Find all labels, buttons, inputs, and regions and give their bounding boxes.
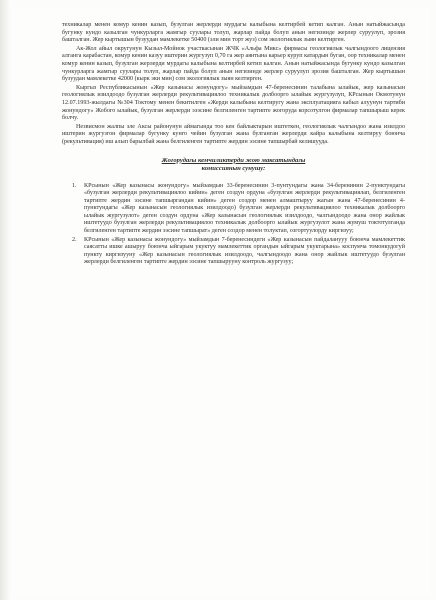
list-item-text: КРсынын «Жер казынасы жонундогу» мыйзамдын 33-беренесинин 3-пунтундагы жана 34-беренинин 2-пунктундагы «бузулган жерлерди рекультивациялоо кийин» деген создун ордуна «бузулган жерлерди рекультивациялап, белгиленген тартипте жердин ээсине тапшыргандан кийин» деген создор менен алмаштыруу жагын жана 47-беренесинин 4-пунктундагы «Жер казынасын геологиялык изилдоодо) бузулган жерлерди рекультивациялоо техникалык долбоорго ылайык жургузулот» деген создун ордуна «Жер казынасын геологиялык изилдоодо, чалгындоодо жана онор жайлык иштетуудо бузулган жерлерди рекультивациялоо техникалык долбоорго ылайык жургузулот жана жумуш токтотулганда белгиленген тартипте жердин ээсине тапшырат» деген создор менен толуктап, озгортуулорду киргизуу; — [84, 182, 405, 235]
paragraph-3: Кыргыз Республикасынын «Жер казынасы жонундогу» мыйзамдын 47-беренесинин талабына ылайык, жер казынасын геологиялык изилдоодо бузулган жерлерди рекультивациялоо техникалык долбоорго ылайык жургузулуп, КРсынын Окмотунун 12.07.1993-жылдагы №304 Токтому менен бекитилген «Жерди калыбына келтиругу жана эксплуатацияга кабыл алуунун тартиби жонундогу» Жобого ылайык, бузулган жерлерди эээсине белгиленген тартипте жогоруда корсотулгон фирмалар тапшырыш керек болчу. — [62, 84, 405, 122]
section-heading: Жогорудагы кемчиликтерди жою максатындагы — [161, 156, 306, 164]
document-body — [62, 22, 405, 268]
list-item-number: 1. — [72, 182, 77, 189]
list-item — [72, 236, 405, 267]
paragraph-1: техникалар менен комур кенин казып, бузулган жерлерди мурдагы калыбына келтирбей кетип калган. Анын натыйжасында бугунку кундо казылган чункурларга жамгыр суулары толуп, жарлар пайда болуп анын негизинде жерлер суруулуп, эрозия башталган. Жер кыртышын бузуудан мамлекетке 50400 (эли мин торт жуз) сом экологиялык зыян келтирген. — [62, 22, 405, 44]
list-item-text: КРсынын «Жер казынасы жонундогу» мыйзамдын 7-беренесиндеги «Жер казынасын пайдаланууу боюнча мамлекеттик саясатты ишке ашыруу боюнча ыйгарым укуктуу мамлекеттик органдын ыйгарым укуктарына» коспумча томонкудогуй пункту киргизууну «Жер казынасын геологиялык изилдоодо, чалгындоодо жана онор жайлык иштетуудо бузулган жерлерди белгиленген тартипте жердин ээсине тапшырууну контроль жургузуу; — [84, 236, 405, 266]
list-item — [72, 182, 405, 236]
list-item-number: 2. — [72, 236, 77, 243]
paragraph-2: Ак-Жол айыл округунун Кызыл-Мойнок участкасынан ЖЧК «Альфа Микс» фирмасы геологиялык чалгындоого лицензия алганга карабастан, комур кенин казуу иштерин жургузуп 0,70 га жер аянтына карьер куруп катардын буган, оор техникалар менен комур кенин казып, бузулган жерлерди мурдагы калыбына келтирбей кетип калган. Анын натыйжасында бугунку кундо казылган чункурларга жамгыр суулары толуп, жарлар пайда болуп анын негизинде жерлер суруулуп эрозия башталган. Жер кыртышын бузуудан мамлекетке 42000 (кырк эки мин) сом экологиялык зыян келтирген. — [62, 45, 405, 83]
section-subheading: комиссиянын сунушу: — [201, 164, 266, 172]
recommendations-list — [62, 183, 405, 268]
scan-edge-shadow — [0, 0, 10, 600]
paragraph-4: Незвисмон жалпы эле Аксы районунун аймагында тоо кен байлыктарын иштеткен, геологиялык чалгындоо жана изилдоо иштерин жургузгон фирмалар бугунку кунго чейин бузулган жана булганган жерлерди кайра калыбына келтируу боюнча (рекультивация) иш алып барылбай жана белгиленген тартипте жердин ээсине тапшырбай келишууда. — [62, 123, 405, 145]
